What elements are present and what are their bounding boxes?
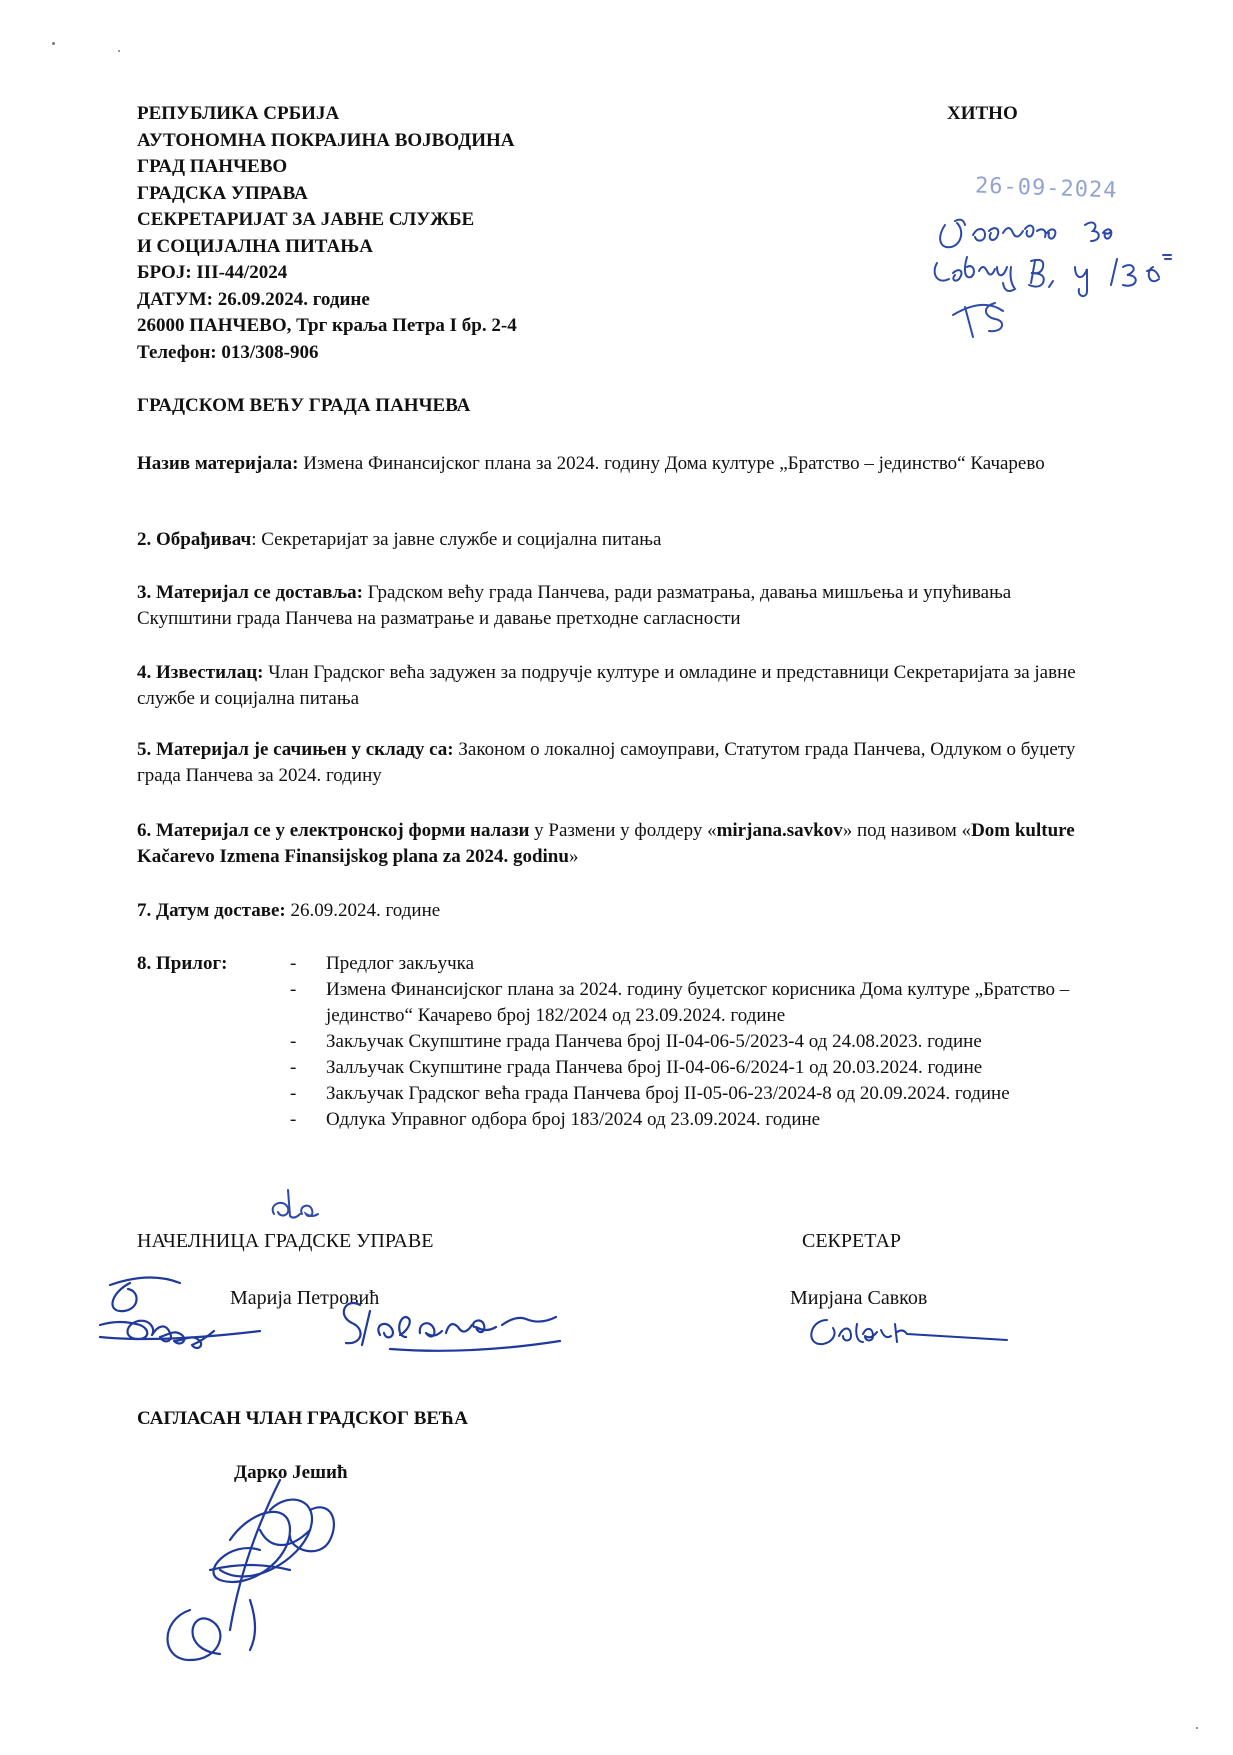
- header-line: ГРАДСКА УПРАВА: [137, 182, 308, 204]
- item-label: Назив материјала:: [137, 453, 299, 474]
- folder-name: mirjana.savkov: [716, 820, 843, 841]
- reference-number: БРОЈ: III-44/2024: [137, 262, 288, 283]
- attachment-text: Одлука Управног одбора број 183/2024 од 23.09.2024. године: [326, 1109, 821, 1130]
- attachments-list: [290, 951, 1116, 1133]
- header-block: [137, 101, 517, 366]
- council-member-title: САГЛАСАН ЧЛАН ГРАДСКОГ ВЕЋА: [137, 1408, 468, 1429]
- item-label: 6. Материјал се у електронској форми налази: [137, 820, 530, 841]
- head-name: Марија Петровић: [230, 1287, 380, 1309]
- attachment-text: Закључак Градског већа града Панчева број II-05-06-23/2024-8 од 20.09.2024. године: [326, 1083, 1010, 1104]
- item-label: 4. Известилац:: [137, 662, 264, 683]
- file-name: Dom kulture Kačarevo Izmena Finansijskog plana za 2024. godinu: [137, 820, 1075, 867]
- list-dash: -: [290, 1031, 297, 1052]
- scan-speck: [52, 42, 55, 45]
- initials-mark: [266, 1186, 326, 1226]
- attachment-item: [290, 1055, 1116, 1081]
- head-signature: [90, 1265, 590, 1375]
- list-dash: -: [290, 979, 297, 1000]
- document-date: ДАТУМ: 26.09.2024. године: [137, 288, 370, 310]
- scan-speck: [118, 50, 120, 52]
- item-text: Градском већу града Панчева, ради разматрања, давања мишљења и упућивања Скупштини града Панчева на разматрање и давање претходне сагласности: [137, 582, 1012, 629]
- attachment-item: [290, 977, 1116, 1029]
- item-electronic-form: [137, 818, 1097, 870]
- item-delivery-date: [137, 898, 1097, 924]
- scan-speck: [1196, 1727, 1198, 1729]
- item-text: »: [568, 846, 579, 867]
- attachment-text: Закључак Скупштине града Панчева број II-04-06-5/2023-4 од 24.08.2023. године: [326, 1031, 982, 1052]
- header-line: И СОЦИЈАЛНА ПИТАЊА: [137, 235, 373, 257]
- secretary-signature: [805, 1310, 1035, 1360]
- header-line: СЕКРЕТАРИЈАТ ЗА ЈАВНЕ СЛУЖБЕ: [137, 209, 475, 230]
- item-reporter: [137, 660, 1097, 712]
- item-material-name: [137, 451, 1097, 477]
- attachment-text: Залључак Скупштине града Панчева број II-04-06-6/2024-1 од 20.03.2024. године: [326, 1057, 983, 1078]
- item-label: 2. Обрађивач: [137, 529, 252, 550]
- item-processor: [137, 527, 1097, 553]
- secretary-title: СЕКРЕТАР: [802, 1230, 902, 1252]
- attachments-label: [137, 951, 227, 977]
- item-text: » под називом «: [842, 820, 972, 841]
- attachment-text: Предлог закључка: [326, 953, 475, 974]
- council-member-name: Дарко Јешић: [234, 1462, 348, 1483]
- header-line: АУТОНОМНА ПОКРАЈИНА ВОЈВОДИНА: [137, 129, 515, 151]
- head-title: НАЧЕЛНИЦА ГРАДСКЕ УПРАВЕ: [137, 1230, 434, 1252]
- item-delivered-to: [137, 580, 1097, 632]
- item-text: у Размени у фолдеру «: [529, 820, 717, 841]
- list-dash: -: [290, 1083, 297, 1104]
- attachment-item: [290, 951, 1116, 977]
- attachment-item: [290, 1029, 1116, 1055]
- urgent-label: ХИТНО: [947, 103, 1018, 124]
- council-member-signature: [150, 1470, 390, 1670]
- item-text: Члан Градског већа задужен за подручје културе и омладине и представници Секретаријата за јавне службе и социјална питања: [137, 662, 1076, 709]
- item-label: 7. Датум доставе:: [137, 900, 286, 921]
- addressee: ГРАДСКОМ ВЕЋУ ГРАДА ПАНЧЕВА: [137, 395, 471, 416]
- secretary-name: Мирјана Савков: [790, 1287, 928, 1309]
- phone: Телефон: 013/308-906: [137, 341, 319, 363]
- item-text: Законом о локалној самоуправи, Статутом града Панчева, Одлуком о буџету града Панчева за 2024. годину: [137, 739, 1076, 786]
- header-line: РЕПУБЛИКА СРБИЈА: [137, 103, 340, 124]
- header-line: ГРАД ПАНЧЕВО: [137, 156, 288, 177]
- list-dash: -: [290, 953, 297, 974]
- attachment-item: [290, 1081, 1116, 1107]
- item-label: 5. Материјал је сачињен у складу са:: [137, 739, 454, 760]
- item-text: Измена Финансијског плана за 2024. годину Дома културе „Братство – јединство“ Качарево: [298, 453, 1045, 474]
- item-label: 3. Материјал се доставља:: [137, 582, 363, 603]
- item-compliance: [137, 737, 1097, 789]
- list-dash: -: [290, 1057, 297, 1078]
- attachments-label-text: 8. Прилог:: [137, 953, 228, 974]
- handwritten-receipt-note: [925, 195, 1185, 345]
- address: 26000 ПАНЧЕВО, Трг краља Петра I бр. 2-4: [137, 315, 517, 336]
- received-stamp-date: 26-09-2024: [974, 173, 1118, 204]
- attachment-item: [290, 1107, 1116, 1133]
- attachment-text: Измена Финансијског плана за 2024. годину буџетског корисника Дома културе „Братство – јединство“ Качарево број 182/2024 од 23.09.2024. године: [326, 979, 1070, 1026]
- item-text: 26.09.2024. године: [285, 900, 441, 921]
- item-text: : Секретаријат за јавне службе и социјална питања: [251, 529, 662, 550]
- list-dash: -: [290, 1109, 297, 1130]
